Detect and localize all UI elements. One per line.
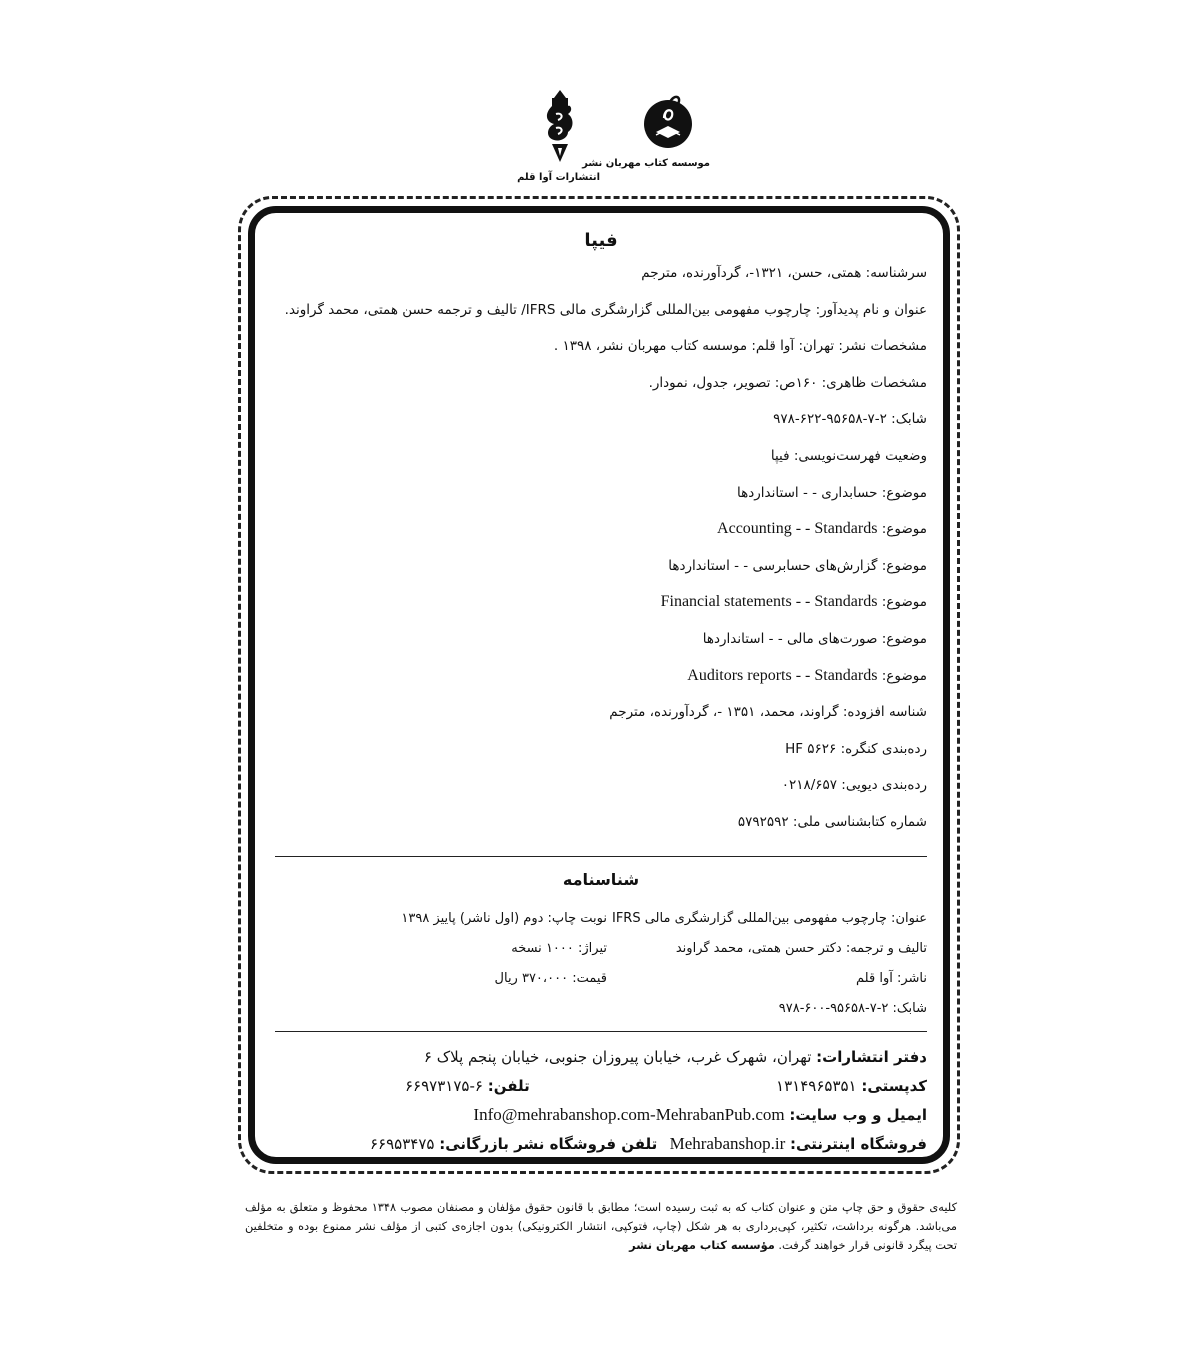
web-value[interactable]: Info@mehrabanshop.com-MehrabanPub.com bbox=[473, 1105, 785, 1124]
copyright-brand: مؤسسه کتاب مهربان نشر bbox=[629, 1238, 775, 1252]
web-row bbox=[275, 1102, 927, 1131]
fipa-row-dewey: رده‌بندی دیویی: ۰۲۱۸/۶۵۷ bbox=[781, 777, 927, 794]
copyright-text: کلیه‌ی حقوق و حق چاپ متن و عنوان کتاب که به ثبت رسیده است؛ مطابق با قانون حقوق مؤلفان و مصنفان مصوب ۱۳۴۸ محفوظ و متعلق به مؤلف می‌باشد. هرگونه برداشت، تکثیر، کپی‌برداری به هر شکل (چاپ، فتوکپی، انتشار الکترونیکی) بدون اجازه‌ی کتبی از مؤلف نشر ممنوع بوده و متخلفین تحت پیگرد قانونی قرار خواهند گرفت. bbox=[245, 1200, 957, 1252]
copyright-notice bbox=[245, 1198, 957, 1255]
shop-value[interactable]: Mehrabanshop.ir bbox=[669, 1134, 786, 1153]
divider-line bbox=[275, 1031, 927, 1032]
book-isbn: شابک: ۲-۷-۹۵۶۵۸-۶۰۰-۹۷۸ bbox=[778, 1001, 927, 1016]
book-authors: تالیف و ترجمه: دکتر حسن همتی، محمد گراوند bbox=[675, 941, 927, 956]
shop-row bbox=[275, 1131, 927, 1160]
fipa-row-subject-audit-fa: موضوع: گزارش‌های حسابرسی - - استانداردها bbox=[668, 557, 927, 574]
shenasnameh-title: شناسنامه bbox=[562, 870, 640, 889]
web-label: ایمیل و وب سایت: bbox=[789, 1106, 927, 1124]
fipa-title: فیپا bbox=[584, 230, 618, 251]
store-phone-value: ۶۶۹۵۳۴۷۵ bbox=[370, 1135, 440, 1153]
subject-label: موضوع: bbox=[877, 521, 927, 538]
divider-line bbox=[275, 856, 927, 857]
publisher-contact bbox=[275, 1044, 927, 1160]
postal-phone-row bbox=[275, 1073, 927, 1102]
shop-label: فروشگاه اینترنتی: bbox=[790, 1135, 927, 1153]
print-circulation: تیراژ: ۱۰۰۰ نسخه bbox=[511, 941, 607, 956]
fipa-row-added-entry: شناسه افزوده: گراوند، محمد، ۱۳۵۱ -، گردآورنده، مترجم bbox=[609, 704, 927, 721]
book-price: قیمت: ۳۷۰،۰۰۰ ریال bbox=[494, 971, 607, 986]
fipa-row-subject-accounting-fa: موضوع: حسابداری - - استانداردها bbox=[737, 484, 927, 501]
ava-ghalam-publisher-logo bbox=[517, 88, 600, 183]
fipa-row-lc-class: رده‌بندی کنگره: ۵۶۲۶ HF bbox=[785, 740, 927, 757]
postal-value: ۱۳۱۴۹۶۵۳۵۱ bbox=[776, 1077, 862, 1095]
fipa-row-publication: مشخصات نشر: تهران: آوا قلم: موسسه کتاب مهربان نشر، ۱۳۹۸ . bbox=[553, 338, 927, 355]
mehraban-publisher-logo bbox=[582, 88, 710, 169]
ava-logo-caption: انتشارات آوا قلم bbox=[517, 172, 600, 183]
subject-english: Auditors reports - - Standards bbox=[687, 666, 878, 684]
subject-label: موضوع: bbox=[877, 667, 927, 684]
fipa-row-subject-auditors-en bbox=[275, 665, 927, 702]
book-title: عنوان: چارچوب مفهومی بین‌المللی گزارشگری مالی IFRS bbox=[611, 911, 927, 926]
fipa-row-subject-financial-en bbox=[275, 591, 927, 628]
mehraban-logo-caption: موسسه کتاب مهربان نشر bbox=[582, 158, 710, 169]
fipa-row-title: عنوان و نام پدیدآور: چارچوب مفهومی بین‌المللی گزارشگری مالی IFRS/ تالیف و ترجمه حسن همتی، محمد گراوند. bbox=[284, 301, 927, 318]
print-edition: نوبت چاپ: دوم (اول ناشر) پاییز ۱۳۹۸ bbox=[401, 911, 607, 926]
fipa-row-isbn: شابک: ۲-۷-۹۵۶۵۸-۶۲۲-۹۷۸ bbox=[773, 411, 927, 428]
phone-label: تلفن: bbox=[487, 1077, 530, 1095]
subject-label: موضوع: bbox=[877, 594, 927, 611]
fipa-row-national-number: شماره کتابشناسی ملی: ۵۷۹۲۵۹۲ bbox=[737, 813, 927, 830]
pen-logo-icon bbox=[540, 88, 580, 164]
store-phone-label: تلفن فروشگاه نشر بازرگانی: bbox=[439, 1135, 658, 1153]
phone-value: ۶-۶۶۹۷۳۱۷۵ bbox=[405, 1077, 488, 1095]
office-value: تهران، شهرک غرب، خیابان پیروزان جنوبی، خیابان پنجم پلاک ۶ bbox=[423, 1048, 817, 1066]
fipa-row-physical: مشخصات ظاهری: ۱۶۰ص: تصویر، جدول، نمودار. bbox=[648, 374, 927, 391]
fipa-row-subject-accounting-en bbox=[275, 518, 927, 555]
shenasnameh-grid bbox=[275, 908, 927, 1028]
mehraban-logo-icon bbox=[642, 88, 694, 150]
fipa-row-status: وضعیت فهرست‌نویسی: فیپا bbox=[770, 447, 927, 464]
subject-english: Financial statements - - Standards bbox=[660, 593, 878, 611]
fipa-row-main-entry: سرشناسه: همتی، حسن، ۱۳۲۱-، گردآورنده، مترجم bbox=[641, 265, 927, 281]
postal-label: کدپستی: bbox=[861, 1077, 927, 1095]
fipa-row-subject-statements-fa: موضوع: صورت‌های مالی - - استانداردها bbox=[702, 630, 927, 647]
office-label: دفتر انتشارات: bbox=[816, 1048, 927, 1066]
office-address bbox=[275, 1044, 927, 1073]
book-publisher: ناشر: آوا قلم bbox=[856, 971, 927, 986]
subject-english: Accounting - - Standards bbox=[717, 520, 878, 538]
fipa-catalog-list bbox=[275, 262, 927, 848]
